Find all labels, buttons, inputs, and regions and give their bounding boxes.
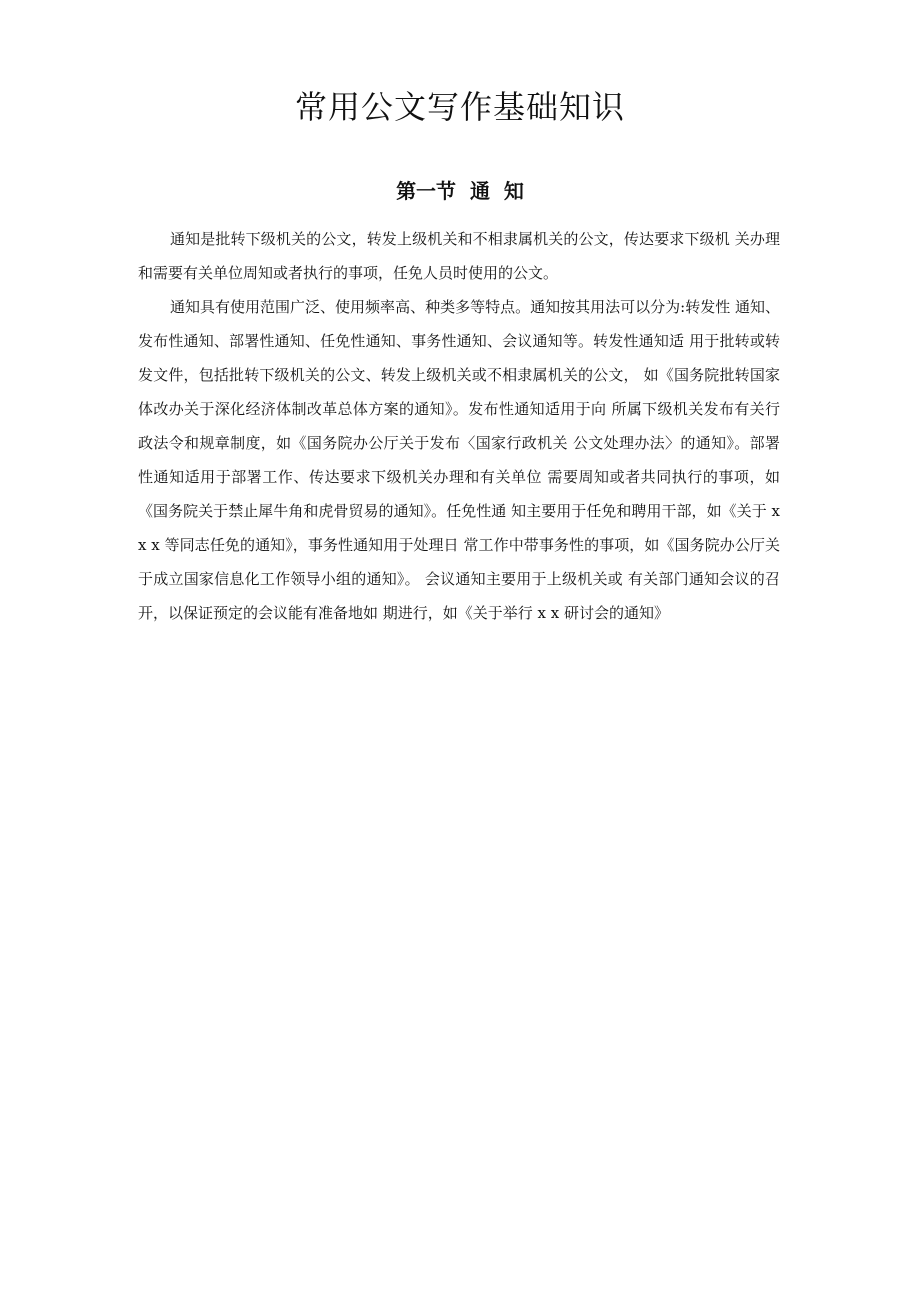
paragraph: 通知是批转下级机关的公文，转发上级机关和不相隶属机关的公文，传达要求下级机 关办理和需要有关单位周知或者执行的事项，任免人员时使用的公文。 (138, 230, 780, 282)
body-text (138, 222, 780, 630)
section-heading: 第一节 通 知 (396, 179, 524, 203)
document-title: 常用公文写作基础知识 (294, 88, 625, 126)
paragraph: 通知具有使用范围广泛、使用频率高、种类多等特点。通知按其用法可以分为:转发性 通知、发布性通知、部署性通知、任免性通知、事务性通知、会议通知等。转发性通知适 用于批转或转发文件，包括批转下级机关的公文、转发上级机关或不相隶属机关的公文， 如《国务院批转国家体改办关于深化经济体制改革总体方案的通知》。发布性通知适用于向 所属下级机关发布有关行政法令和规章制度，如《国务院办公厅关于发布〈国家行政机关 公文处理办法〉的通知》。部署性通知适用于部署工作、传达要求下级机关办理和有关单位 需要周知或者共同执行的事项，如《国务院关于禁止犀牛角和虎骨贸易的通知》。任免性通 知主要用于任免和聘用干部，如《关于 x x x 等同志任免的通知》，事务性通知用于处理日 常工作中带事务性的事项，如《国务院办公厅关于成立国家信息化工作领导小组的通知》。 会议通知主要用于上级机关或 有关部门通知会议的召开，以保证预定的会议能有准备地如 期进行，如《关于举行 x x 研讨会的通知》 (138, 298, 780, 622)
